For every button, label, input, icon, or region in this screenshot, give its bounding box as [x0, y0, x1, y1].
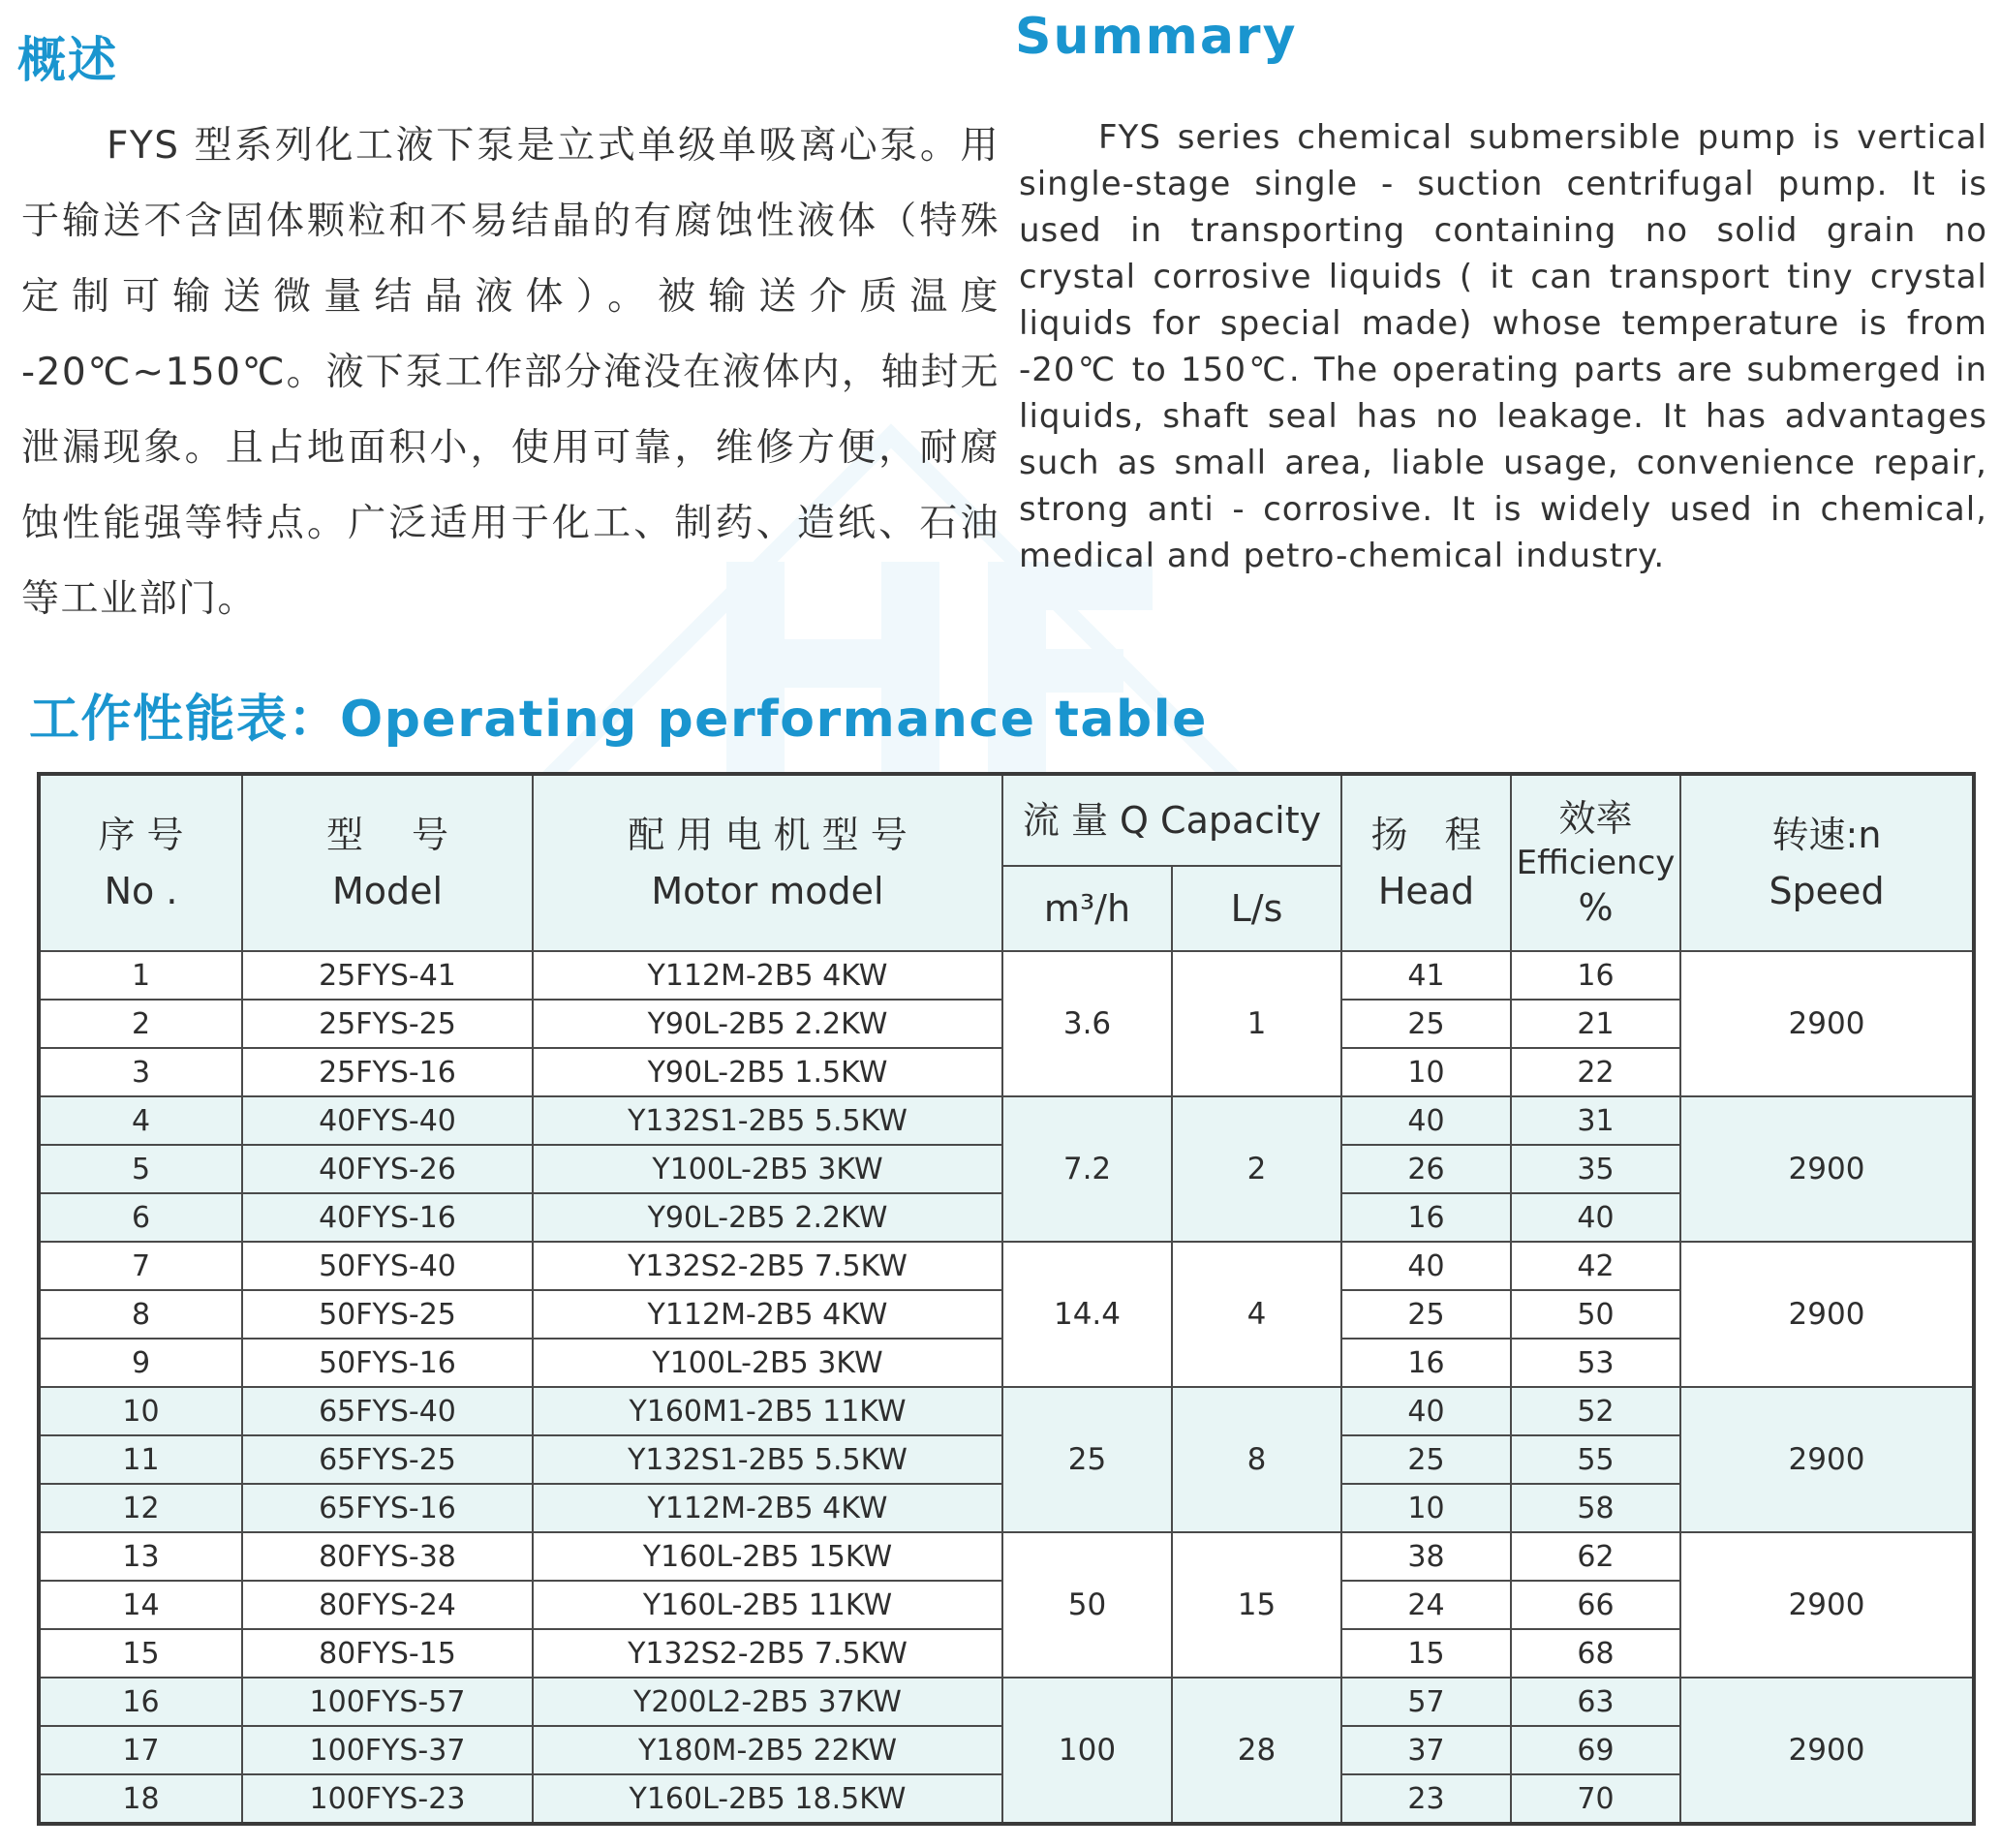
cell-speed: 2900	[1680, 1532, 1974, 1678]
header-model-en: Model	[331, 870, 444, 912]
cell-motor: Y160L-2B5 15KW	[533, 1532, 1002, 1581]
cell-no: 4	[39, 1096, 242, 1145]
cell-no: 3	[39, 1048, 242, 1096]
cell-head: 23	[1341, 1774, 1511, 1824]
cell-capacity-m3h: 50	[1002, 1532, 1172, 1678]
cell-efficiency: 68	[1511, 1629, 1680, 1678]
cell-efficiency: 69	[1511, 1726, 1680, 1774]
cell-no: 12	[39, 1484, 242, 1532]
table-row	[39, 1678, 1974, 1726]
header-speed	[1680, 774, 1974, 951]
cell-no: 10	[39, 1387, 242, 1435]
header-capacity-m3h: m³/h	[1002, 866, 1172, 951]
cell-efficiency: 52	[1511, 1387, 1680, 1435]
cell-head: 16	[1341, 1193, 1511, 1242]
cell-capacity-ls: 15	[1172, 1532, 1341, 1678]
header-speed-en: Speed	[1769, 870, 1885, 912]
header-eff-cn: 效率	[1558, 797, 1633, 840]
cell-head: 10	[1341, 1484, 1511, 1532]
cell-efficiency: 35	[1511, 1145, 1680, 1193]
cell-motor: Y160L-2B5 18.5KW	[533, 1774, 1002, 1824]
cell-head: 40	[1341, 1387, 1511, 1435]
cell-model: 80FYS-15	[242, 1629, 533, 1678]
header-capacity: 流 量 Q Capacity	[1002, 774, 1341, 866]
cell-motor: Y112M-2B5 4KW	[533, 951, 1002, 1000]
header-head	[1341, 774, 1511, 951]
cell-model: 50FYS-25	[242, 1290, 533, 1339]
cell-no: 18	[39, 1774, 242, 1824]
header-motor	[533, 774, 1002, 951]
cell-capacity-m3h: 14.4	[1002, 1242, 1172, 1387]
table-row	[39, 1532, 1974, 1581]
cell-model: 25FYS-25	[242, 1000, 533, 1048]
cell-no: 8	[39, 1290, 242, 1339]
cell-model: 65FYS-40	[242, 1387, 533, 1435]
cell-motor: Y132S1-2B5 5.5KW	[533, 1096, 1002, 1145]
summary-heading-cn: 概述	[17, 32, 118, 88]
cell-capacity-ls: 1	[1172, 951, 1341, 1096]
cell-head: 10	[1341, 1048, 1511, 1096]
cell-no: 1	[39, 951, 242, 1000]
cell-no: 16	[39, 1678, 242, 1726]
cell-motor: Y90L-2B5 2.2KW	[533, 1000, 1002, 1048]
cell-speed: 2900	[1680, 1096, 1974, 1242]
cell-speed: 2900	[1680, 1678, 1974, 1824]
cell-model: 25FYS-41	[242, 951, 533, 1000]
cell-motor: Y180M-2B5 22KW	[533, 1726, 1002, 1774]
header-motor-cn: 配 用 电 机 型 号	[628, 814, 908, 856]
header-model	[242, 774, 533, 951]
cell-capacity-ls: 4	[1172, 1242, 1341, 1387]
cell-head: 25	[1341, 1435, 1511, 1484]
cell-head: 25	[1341, 1000, 1511, 1048]
cell-no: 17	[39, 1726, 242, 1774]
cell-head: 15	[1341, 1629, 1511, 1678]
cell-efficiency: 16	[1511, 951, 1680, 1000]
cell-motor: Y100L-2B5 3KW	[533, 1339, 1002, 1387]
cell-motor: Y160M1-2B5 11KW	[533, 1387, 1002, 1435]
cell-efficiency: 70	[1511, 1774, 1680, 1824]
header-speed-cn: 转速:n	[1771, 814, 1882, 856]
cell-motor: Y90L-2B5 1.5KW	[533, 1048, 1002, 1096]
table-title: 工作性能表：Operating performance table	[29, 691, 1208, 749]
cell-efficiency: 42	[1511, 1242, 1680, 1290]
cell-head: 24	[1341, 1581, 1511, 1629]
cell-efficiency: 66	[1511, 1581, 1680, 1629]
cell-efficiency: 40	[1511, 1193, 1680, 1242]
cell-head: 25	[1341, 1290, 1511, 1339]
table-row	[39, 1242, 1974, 1290]
cell-model: 65FYS-16	[242, 1484, 533, 1532]
cell-model: 50FYS-40	[242, 1242, 533, 1290]
cell-no: 6	[39, 1193, 242, 1242]
table-row	[39, 1387, 1974, 1435]
cell-capacity-ls: 28	[1172, 1678, 1341, 1824]
cell-motor: Y160L-2B5 11KW	[533, 1581, 1002, 1629]
cell-capacity-m3h: 7.2	[1002, 1096, 1172, 1242]
cell-efficiency: 55	[1511, 1435, 1680, 1484]
cell-efficiency: 63	[1511, 1678, 1680, 1726]
cell-speed: 2900	[1680, 1242, 1974, 1387]
summary-text-cn: FYS 型系列化工液下泵是立式单级单吸离心泵。用于输送不含固体颗粒和不易结晶的有腐蚀性液体（特殊定制可输送微量结晶液体）。被输送介质温度 -20℃~150℃。液下泵工作部分淹没在液体内，轴封无泄漏现象。且占地面积小，使用可靠，维修方便，耐腐蚀性能强等特点。广泛适用于化工、制药、造纸、石油等工业部门。	[21, 124, 1000, 621]
cell-capacity-m3h: 100	[1002, 1678, 1172, 1824]
cell-motor: Y100L-2B5 3KW	[533, 1145, 1002, 1193]
header-no-cn: 序 号	[98, 814, 184, 856]
summary-heading-en: Summary	[1015, 8, 1298, 66]
cell-model: 65FYS-25	[242, 1435, 533, 1484]
cell-no: 2	[39, 1000, 242, 1048]
cell-head: 37	[1341, 1726, 1511, 1774]
performance-table	[37, 772, 1976, 1826]
table-row	[39, 951, 1974, 1000]
cell-head: 38	[1341, 1532, 1511, 1581]
cell-model: 100FYS-37	[242, 1726, 533, 1774]
cell-model: 80FYS-38	[242, 1532, 533, 1581]
header-model-cn: 型 号	[325, 814, 449, 856]
cell-model: 80FYS-24	[242, 1581, 533, 1629]
cell-no: 9	[39, 1339, 242, 1387]
cell-head: 41	[1341, 951, 1511, 1000]
table-row	[39, 1096, 1974, 1145]
cell-capacity-ls: 8	[1172, 1387, 1341, 1532]
cell-efficiency: 22	[1511, 1048, 1680, 1096]
cell-speed: 2900	[1680, 951, 1974, 1096]
cell-no: 5	[39, 1145, 242, 1193]
cell-model: 50FYS-16	[242, 1339, 533, 1387]
cell-efficiency: 58	[1511, 1484, 1680, 1532]
cell-motor: Y200L2-2B5 37KW	[533, 1678, 1002, 1726]
cell-no: 13	[39, 1532, 242, 1581]
cell-efficiency: 50	[1511, 1290, 1680, 1339]
cell-efficiency: 62	[1511, 1532, 1680, 1581]
cell-model: 40FYS-16	[242, 1193, 533, 1242]
cell-motor: Y112M-2B5 4KW	[533, 1290, 1002, 1339]
cell-capacity-ls: 2	[1172, 1096, 1341, 1242]
cell-efficiency: 31	[1511, 1096, 1680, 1145]
cell-head: 40	[1341, 1242, 1511, 1290]
cell-motor: Y132S2-2B5 7.5KW	[533, 1242, 1002, 1290]
header-head-en: Head	[1377, 870, 1475, 912]
cell-efficiency: 53	[1511, 1339, 1680, 1387]
cell-model: 40FYS-40	[242, 1096, 533, 1145]
cell-head: 16	[1341, 1339, 1511, 1387]
header-capacity-ls: L/s	[1172, 866, 1341, 951]
header-eff-en: Efficiency	[1516, 844, 1676, 882]
cell-motor: Y132S2-2B5 7.5KW	[533, 1629, 1002, 1678]
header-efficiency	[1511, 774, 1680, 951]
table-body	[39, 951, 1974, 1824]
cell-head: 26	[1341, 1145, 1511, 1193]
cell-capacity-m3h: 25	[1002, 1387, 1172, 1532]
cell-head: 57	[1341, 1678, 1511, 1726]
cell-motor: Y132S1-2B5 5.5KW	[533, 1435, 1002, 1484]
cell-no: 15	[39, 1629, 242, 1678]
cell-no: 7	[39, 1242, 242, 1290]
cell-model: 25FYS-16	[242, 1048, 533, 1096]
header-eff-unit: %	[1578, 886, 1614, 929]
cell-head: 40	[1341, 1096, 1511, 1145]
cell-efficiency: 21	[1511, 1000, 1680, 1048]
cell-model: 100FYS-23	[242, 1774, 533, 1824]
cell-model: 40FYS-26	[242, 1145, 533, 1193]
cell-capacity-m3h: 3.6	[1002, 951, 1172, 1096]
cell-no: 14	[39, 1581, 242, 1629]
cell-no: 11	[39, 1435, 242, 1484]
cell-speed: 2900	[1680, 1387, 1974, 1532]
cell-motor: Y112M-2B5 4KW	[533, 1484, 1002, 1532]
cell-motor: Y90L-2B5 2.2KW	[533, 1193, 1002, 1242]
header-no-en: No .	[104, 870, 178, 912]
summary-text-en: FYS series chemical submersible pump is vertical single-stage single - suction centrifugal pump. It is used in transporting containing no solid grain no crystal corrosive liquids ( it can transport tiny crystal liquids for special made) whose temperature is from -20℃ to 150℃. The operating parts are submerged in liquids, shaft seal has no leakage. It has advantages such as small area, liable usage, convenience repair, strong anti - corrosive. It is widely used in chemical, medical and petro-chemical industry.	[1019, 118, 1987, 575]
cell-model: 100FYS-57	[242, 1678, 533, 1726]
header-motor-en: Motor model	[651, 870, 884, 912]
header-no	[39, 774, 242, 951]
header-head-cn: 扬 程	[1370, 814, 1482, 856]
